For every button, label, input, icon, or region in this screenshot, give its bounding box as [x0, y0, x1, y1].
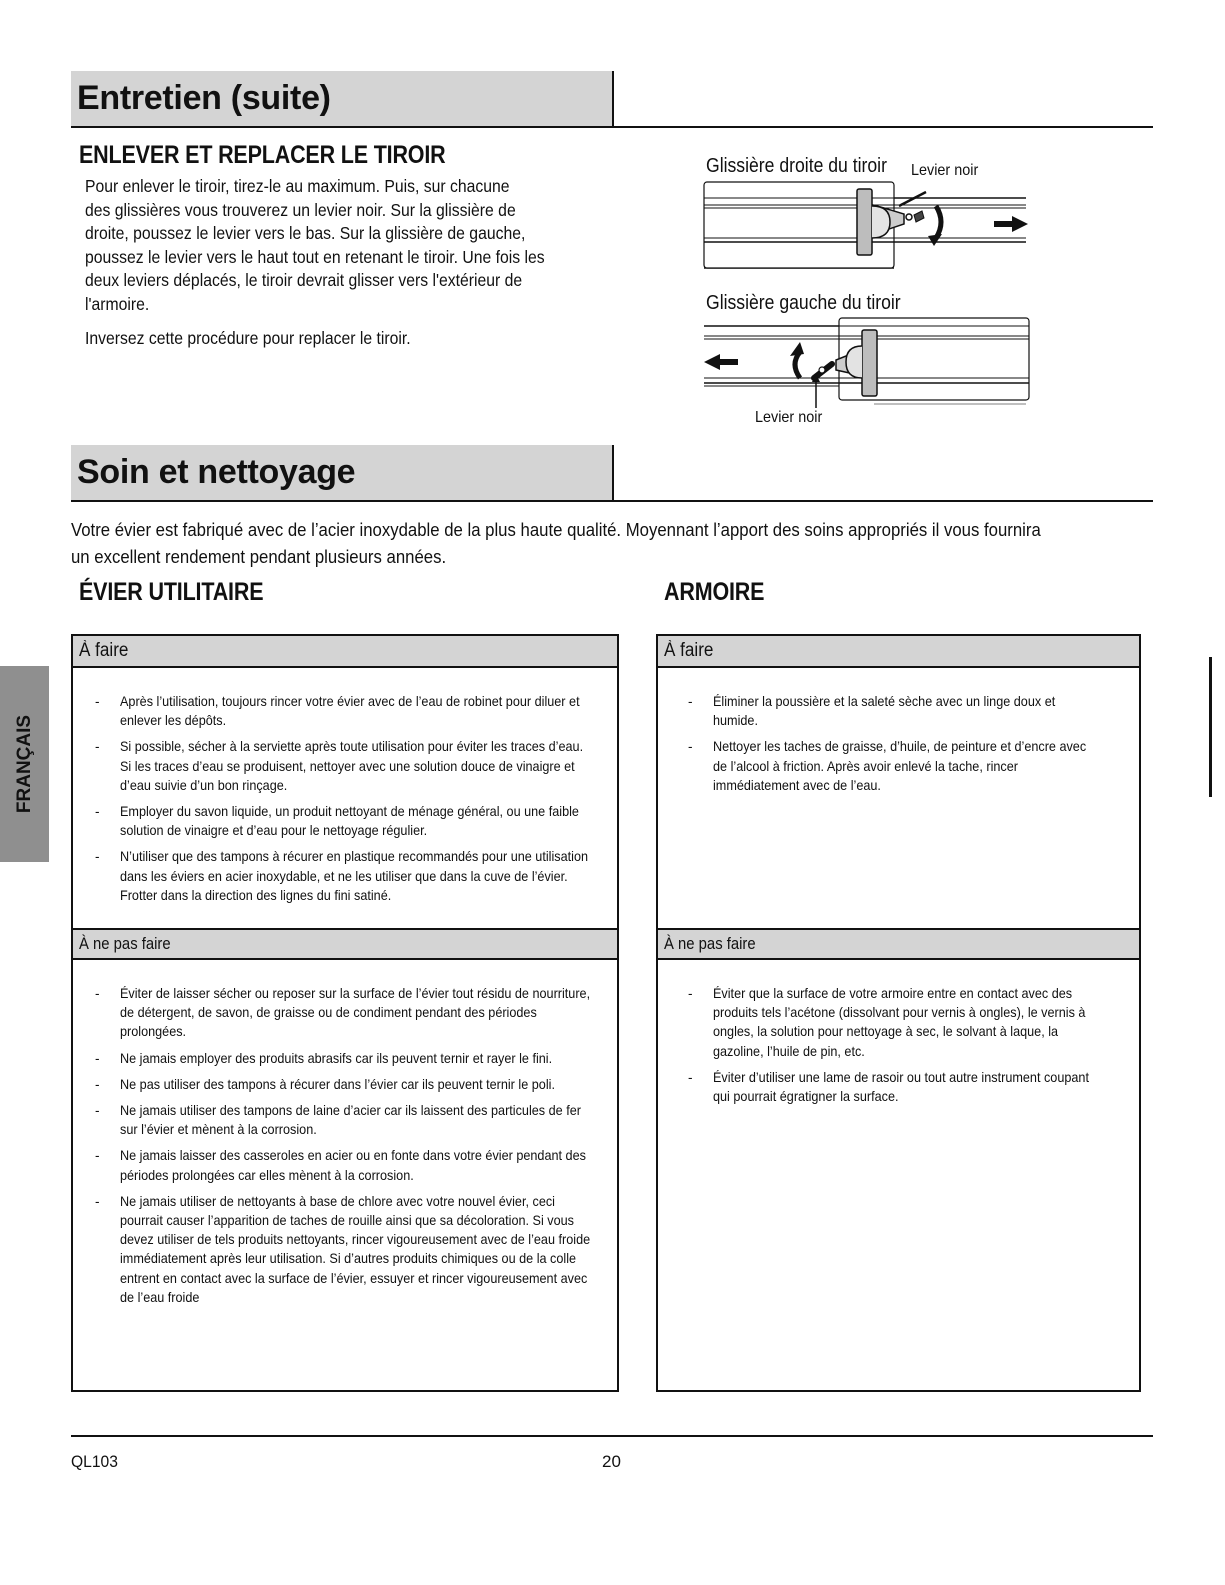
left-slide-diagram [704, 318, 1034, 418]
care-intro [71, 516, 1125, 570]
model-number: QL103 [71, 1452, 118, 1471]
drawer-instructions [85, 175, 589, 317]
right-lever-label: Levier noir [911, 162, 979, 179]
section-title-bar [71, 71, 614, 126]
section-header-entretien [71, 71, 1153, 128]
section-title-bar [71, 445, 614, 500]
sink-dont-list [95, 984, 595, 1314]
list-item: - Nettoyer les taches de graisse, d’huile, de peinture et d’encre avec de l’alcool à friction. Après avoir enlevé la tache, rincer immédiatement avec de l’eau. [688, 737, 1103, 795]
dont-label: À ne pas faire [664, 935, 756, 953]
text-line: Votre évier est fabriqué avec de l’acier inoxydable de la plus haute qualité. Moyennant l’apport des soins appropriés il vous fournira [71, 519, 1041, 540]
section-title: Soin et nettoyage [77, 453, 356, 491]
cabinet-care-box [656, 634, 1141, 1392]
text-line: l'armoire. [85, 293, 150, 314]
cabinet-do-list [688, 692, 1103, 802]
text-line: un excellent rendement pendant plusieurs années. [71, 546, 447, 567]
left-slide-label: Glissière gauche du tiroir [706, 292, 901, 314]
right-slide-label: Glissière droite du tiroir [706, 155, 887, 177]
dont-header [658, 930, 1139, 960]
heading-evier-utilitaire: ÉVIER UTILITAIRE [79, 578, 264, 606]
text-line: droite, poussez le levier vers le bas. Sur la glissière de gauche, [85, 223, 526, 244]
subheading-drawer: ENLEVER ET REPLACER LE TIROIR [79, 141, 446, 169]
section-title: Entretien (suite) [77, 79, 331, 117]
list-item: - Éliminer la poussière et la saleté sèche avec un linge doux et humide. [688, 692, 1103, 730]
dont-header [73, 930, 617, 960]
list-item: - Ne pas utiliser des tampons à récurer dans l’évier car ils peuvent ternir le poli. [95, 1075, 595, 1094]
sink-do-list [95, 692, 595, 912]
section-header-soin [71, 445, 1153, 502]
list-item: - N’utiliser que des tampons à récurer en plastique recommandés pour une utilisation dans les éviers en acier inoxydable, et ne les utiliser que dans la cuve de l’évier. Frotter dans la direction des lignes du fini satiné. [95, 847, 595, 905]
list-item: - Ne jamais laisser des casseroles en acier ou en fonte dans votre évier pendant des périodes prolongées car elles mènent à la corrosion. [95, 1146, 595, 1184]
list-item: - Après l’utilisation, toujours rincer votre évier avec de l’eau de robinet pour diluer et enlever les dépôts. [95, 692, 595, 730]
do-label: À faire [664, 640, 714, 661]
do-header [658, 636, 1139, 668]
list-item: - Éviter de laisser sécher ou reposer sur la surface de l’évier tout résidu de nourriture, de détergent, de savon, de graisse ou de condiment pendant des périodes prolongées. [95, 984, 595, 1042]
left-lever-label: Levier noir [755, 409, 823, 426]
list-item: - Ne jamais utiliser de nettoyants à base de chlore avec votre nouvel évier, ceci pourrait causer l’apparition de taches de rouille ainsi que sa décoloration. Si vous devez utiliser de tels produits nettoyants, rincer vigoureusement avec de l’eau froide immédiatement après leur utilisation. Si d’autres produits chimiques ou de la colle entrent en contact avec la surface de l’évier, essuyer et rincer vigoureusement avec de l’eau froide [95, 1192, 595, 1307]
text-line: deux leviers déplacés, le tiroir devrait glisser vers l'extérieur de [85, 270, 523, 291]
page-number: 20 [602, 1452, 621, 1471]
language-tab-label: FRANÇAIS [13, 714, 35, 814]
footer-rule [71, 1435, 1153, 1437]
list-item: - Employer du savon liquide, un produit nettoyant de ménage général, ou une faible solution de vinaigre et d’eau pour le nettoyage régulier. [95, 802, 595, 840]
heading-armoire: ARMOIRE [664, 578, 765, 606]
list-item: - Éviter d’utiliser une lame de rasoir ou tout autre instrument coupant qui pourrait égratigner la surface. [688, 1068, 1103, 1106]
page-edge-mark [1209, 657, 1212, 797]
do-header [73, 636, 617, 668]
text-line: poussez le levier vers le haut tout en retenant le tiroir. Une fois les [85, 246, 545, 267]
right-slide-diagram [704, 180, 1034, 275]
list-item: - Si possible, sécher à la serviette après toute utilisation pour éviter les traces d’eau. Si les traces d’eau se produisent, nettoyer avec une solution douce de vinaigre et d’eau suivie d’un bon rinçage. [95, 737, 595, 795]
language-tab [0, 666, 49, 862]
cabinet-dont-list [688, 984, 1103, 1113]
sink-care-box [71, 634, 619, 1392]
list-item: - Ne jamais utiliser des tampons de laine d’acier car ils laissent des particules de fer sur l’évier et mènent à la corrosion. [95, 1101, 595, 1139]
text-line: Pour enlever le tiroir, tirez-le au maximum. Puis, sur chacune [85, 176, 510, 196]
text-line: des glissières vous trouverez un levier noir. Sur la glissière de [85, 199, 516, 220]
list-item: - Ne jamais employer des produits abrasifs car ils peuvent ternir et rayer le fini. [95, 1049, 595, 1068]
dont-label: À ne pas faire [79, 935, 171, 953]
drawer-instructions-reverse: Inversez cette procédure pour replacer le tiroir. [85, 328, 411, 348]
list-item: - Éviter que la surface de votre armoire entre en contact avec des produits tels l’acétone (dissolvant pour vernis à ongles), le vernis à ongles, la solution pour nettoyage à sec, le solvant à laque, la gazoline, l’huile de pin, etc. [688, 984, 1103, 1061]
do-label: À faire [79, 640, 129, 661]
